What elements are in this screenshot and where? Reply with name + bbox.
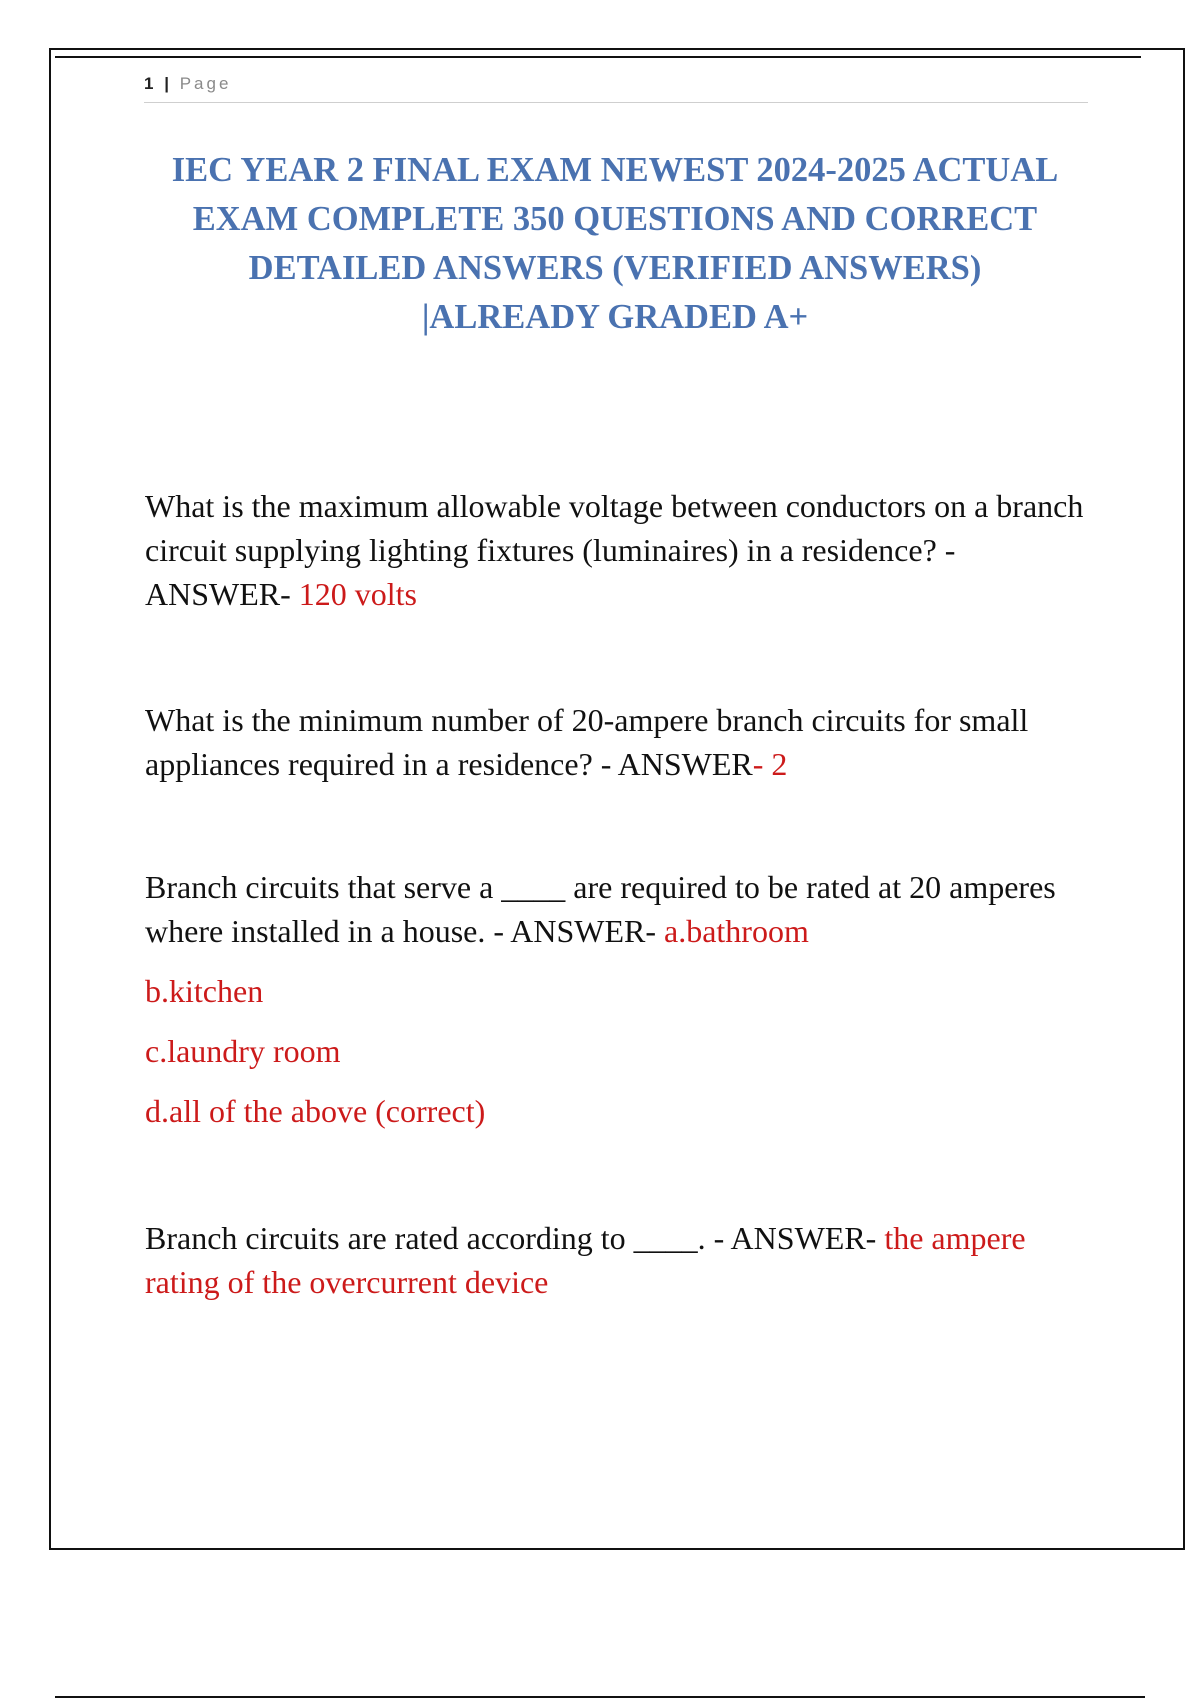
answer-text: - 2 xyxy=(752,746,788,782)
document-title xyxy=(130,146,1100,342)
next-page-rule xyxy=(55,1696,1145,1698)
question-text: Branch circuits are rated according to ____. - ANSWER- xyxy=(145,1220,885,1256)
answer-option: d.all of the above (correct) xyxy=(145,1093,486,1129)
answer-text: the ampere rating of the overcurrent device xyxy=(145,1220,1026,1300)
title-line-4: |ALREADY GRADED A+ xyxy=(421,298,809,336)
question-text: What is the minimum number of 20-ampere branch circuits for small appliances required in a residence? - ANSWER xyxy=(145,702,1029,782)
title-line-2: EXAM COMPLETE 350 QUESTIONS AND CORRECT xyxy=(192,200,1038,238)
title-line-1: IEC YEAR 2 FINAL EXAM NEWEST 2024-2025 ACTUAL xyxy=(171,151,1059,189)
question-2 xyxy=(145,698,1085,786)
page-header xyxy=(144,74,1088,103)
top-rule xyxy=(55,56,1141,58)
answer-text: a.bathroom xyxy=(664,913,809,949)
page-word: Page xyxy=(179,74,232,93)
question-text: What is the maximum allowable voltage between conductors on a branch circuit supplying lighting fixtures (luminaires) in a residence? - ANSWER- xyxy=(145,488,1084,612)
question-text: Branch circuits that serve a ____ are required to be rated at 20 amperes where installed in a house. - ANSWER- xyxy=(145,869,1056,949)
page-separator: | xyxy=(164,74,171,93)
question-3 xyxy=(145,865,1085,1133)
page-number: 1 xyxy=(144,74,156,93)
answer-option: c.laundry room xyxy=(145,1033,341,1069)
question-1 xyxy=(145,484,1085,616)
question-4 xyxy=(145,1216,1085,1304)
answer-text: 120 volts xyxy=(298,576,417,612)
answer-option: b.kitchen xyxy=(145,973,264,1009)
title-line-3: DETAILED ANSWERS (VERIFIED ANSWERS) xyxy=(248,249,982,287)
